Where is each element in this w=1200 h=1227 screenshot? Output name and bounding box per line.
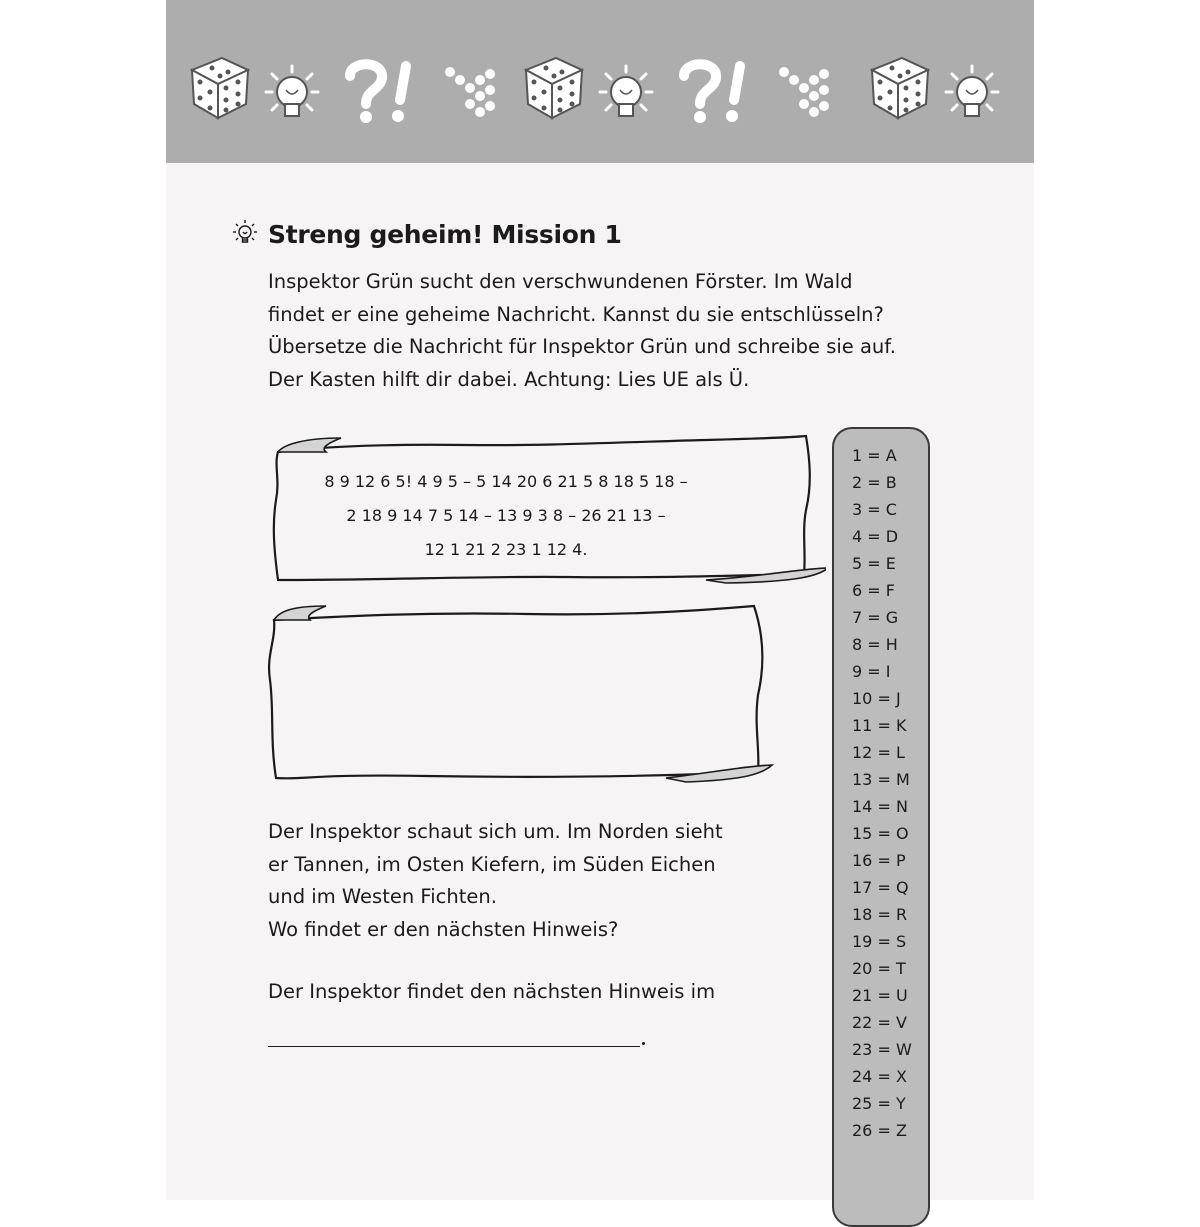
sentence-period	[642, 1042, 645, 1045]
dice-icon	[526, 58, 582, 118]
cipher-key-box	[832, 427, 930, 1227]
decoded-message-input[interactable]	[278, 620, 752, 764]
cipher-key-item: 22 = V	[852, 1013, 907, 1032]
exclamation-mark-icon	[392, 66, 406, 122]
cipher-key-item: 23 = W	[852, 1040, 912, 1059]
cipher-key-item: 7 = G	[852, 608, 899, 627]
cipher-key-item: 26 = Z	[852, 1121, 907, 1140]
cipher-line: 2 18 9 14 7 5 14 – 13 9 3 8 – 26 21 13 –	[346, 506, 666, 525]
banner-icons	[166, 0, 1034, 163]
cipher-key-item: 6 = F	[852, 581, 895, 600]
lightbulb-icon	[600, 66, 652, 116]
cipher-line: 8 9 12 6 5! 4 9 5 – 5 14 20 6 21 5 8 18 5 18 –	[324, 472, 688, 491]
dots-icon	[779, 67, 829, 117]
section-heading	[228, 214, 622, 254]
cipher-key-item: 21 = U	[852, 986, 908, 1005]
dots-icon	[445, 67, 495, 117]
cipher-key-item: 2 = B	[852, 473, 897, 492]
question-line: und im Westen Fichten.	[268, 885, 497, 908]
question-line: er Tannen, im Osten Kiefern, im Süden Eichen	[268, 852, 716, 876]
cipher-line: 12 1 21 2 23 1 12 4.	[424, 540, 588, 559]
cipher-key-item: 1 = A	[852, 446, 897, 465]
dice-icon	[192, 58, 248, 118]
question-text	[268, 816, 788, 946]
question-mark-icon	[684, 64, 716, 123]
intro-line: Der Kasten hilft dir dabei. Achtung: Lies UE als Ü.	[268, 367, 750, 391]
lightbulb-icon	[266, 66, 318, 116]
cipher-key-item: 9 = I	[852, 662, 891, 681]
cipher-key-item: 20 = T	[852, 959, 906, 978]
lightbulb-icon	[946, 66, 998, 116]
intro-text	[268, 266, 968, 396]
cipher-key-item: 4 = D	[852, 527, 899, 546]
cipher-key-item: 8 = H	[852, 635, 898, 654]
cipher-key-item: 17 = Q	[852, 878, 909, 897]
page-title: Streng geheim! Mission 1	[268, 219, 622, 249]
cipher-key-item: 14 = N	[852, 797, 908, 816]
cipher-key-item: 11 = K	[852, 716, 907, 735]
question-line: Wo findet er den nächsten Hinweis?	[268, 917, 619, 941]
intro-line: findet er eine geheime Nachricht. Kannst du sie entschlüsseln?	[268, 302, 884, 326]
cipher-key-item: 24 = X	[852, 1067, 907, 1086]
question-line: Der Inspektor schaut sich um. Im Norden sieht	[268, 820, 723, 843]
cipher-key-item: 16 = P	[852, 851, 906, 870]
dice-icon	[872, 58, 928, 118]
cipher-key-item: 3 = C	[852, 500, 897, 519]
cipher-key-item: 15 = O	[852, 824, 909, 843]
cipher-message	[276, 465, 736, 567]
cipher-key-item: 19 = S	[852, 932, 907, 951]
cipher-key-item: 12 = L	[852, 743, 905, 762]
cipher-key-item: 18 = R	[852, 905, 908, 924]
intro-line: Inspektor Grün sucht den verschwundenen Förster. Im Wald	[268, 270, 853, 293]
fill-sentence: Der Inspektor findet den nächsten Hinweis im	[268, 980, 716, 1003]
question-mark-icon	[350, 64, 382, 123]
intro-line: Übersetze die Nachricht für Inspektor Grün und schreibe sie auf.	[268, 335, 896, 358]
cipher-key-item: 25 = Y	[852, 1094, 906, 1113]
cipher-key-item: 10 = J	[852, 689, 901, 708]
cipher-key-item: 13 = M	[852, 770, 910, 789]
lightbulb-icon	[228, 217, 262, 251]
exclamation-mark-icon	[726, 66, 740, 122]
answer-blank-input[interactable]	[268, 1018, 644, 1048]
cipher-key-item: 5 = E	[852, 554, 896, 573]
header-banner	[166, 0, 1034, 163]
cipher-key-list	[834, 442, 928, 1144]
worksheet-page	[166, 0, 1034, 1200]
answer-blank-line	[268, 1046, 640, 1047]
